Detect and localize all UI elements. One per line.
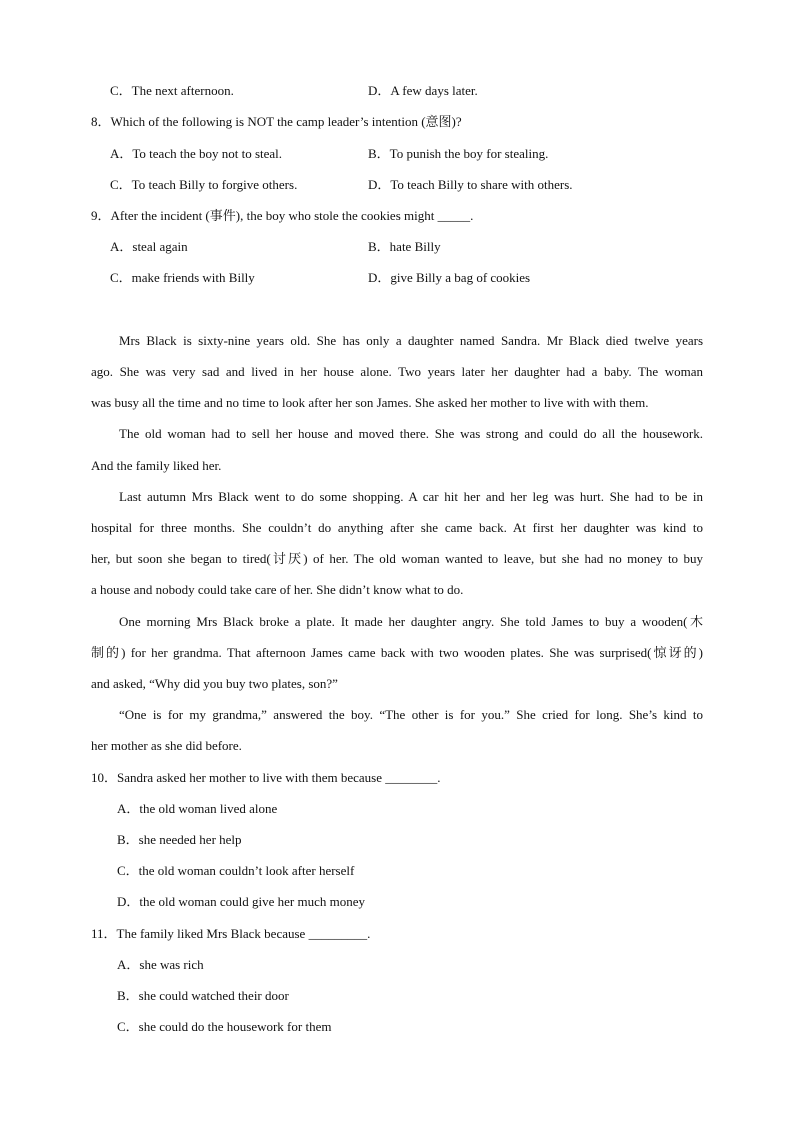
q8-option-d: D．To teach Billy to share with others. <box>368 177 573 192</box>
passage-line: was busy all the time and no time to look after her son James. She asked her mother to live with with them. <box>91 395 649 410</box>
q9-option-c: C．make friends with Billy <box>110 270 255 285</box>
q8-stem: 8．Which of the following is NOT the camp leader’s intention (意图)? <box>91 114 462 129</box>
passage-line: and asked, “Why did you buy two plates, son?” <box>91 676 338 691</box>
passage-line: a house and nobody could take care of her. She didn’t know what to do. <box>91 582 464 597</box>
q9-stem: 9．After the incident (事件), the boy who stole the cookies might _____. <box>91 208 474 223</box>
passage-line: her mother as she did before. <box>91 738 242 753</box>
q10-stem: 10．Sandra asked her mother to live with them because ________. <box>91 770 441 785</box>
passage-line: The old woman had to sell her house and moved there. She was strong and could do all the housework. <box>119 426 703 441</box>
q9-option-d: D．give Billy a bag of cookies <box>368 270 531 285</box>
passage-line: Mrs Black is sixty-nine years old. She has only a daughter named Sandra. Mr Black died twelve years <box>119 333 703 348</box>
q7-option-c: C．The next afternoon. <box>110 83 234 98</box>
q11-option-a: A．she was rich <box>117 957 204 972</box>
passage-line: And the family liked her. <box>91 458 222 473</box>
q8-option-a: A．To teach the boy not to steal. <box>110 146 283 161</box>
q11-option-c: C．she could do the housework for them <box>117 1019 332 1034</box>
passage-line: ago. She was very sad and lived in her house alone. Two years later her daughter had a baby. The woman <box>91 364 703 379</box>
q11-option-b: B．she could watched their door <box>117 988 289 1003</box>
passage-line: “One is for my grandma,” answered the boy. “The other is for you.” She cried for long. She’s kind to <box>119 707 703 722</box>
q7-option-d: D．A few days later. <box>368 83 478 98</box>
q11-stem: 11．The family liked Mrs Black because _________. <box>91 926 371 941</box>
passage-line: 制的) for her grandma. That afternoon James came back with two wooden plates. She was surprised(惊讶的) <box>91 645 703 660</box>
q10-option-b: B．she needed her help <box>117 832 242 847</box>
passage-line: Last autumn Mrs Black went to do some shopping. A car hit her and her leg was hurt. She had to be in <box>119 489 703 504</box>
passage-line: One morning Mrs Black broke a plate. It made her daughter angry. She told James to buy a wooden(木 <box>119 614 703 629</box>
q8-option-b: B．To punish the boy for stealing. <box>368 146 549 161</box>
passage-line: her, but soon she began to tired(讨厌) of her. The old woman wanted to leave, but she had no money to buy <box>91 551 703 566</box>
q10-option-c: C．the old woman couldn’t look after herself <box>117 863 355 878</box>
passage-line: hospital for three months. She couldn’t do anything after she came back. At first her daughter was kind to <box>91 520 703 535</box>
q10-option-d: D．the old woman could give her much money <box>117 894 366 909</box>
q8-option-c: C．To teach Billy to forgive others. <box>110 177 298 192</box>
q9-option-b: B．hate Billy <box>368 239 441 254</box>
q10-option-a: A．the old woman lived alone <box>117 801 278 816</box>
q9-option-a: A．steal again <box>110 239 188 254</box>
